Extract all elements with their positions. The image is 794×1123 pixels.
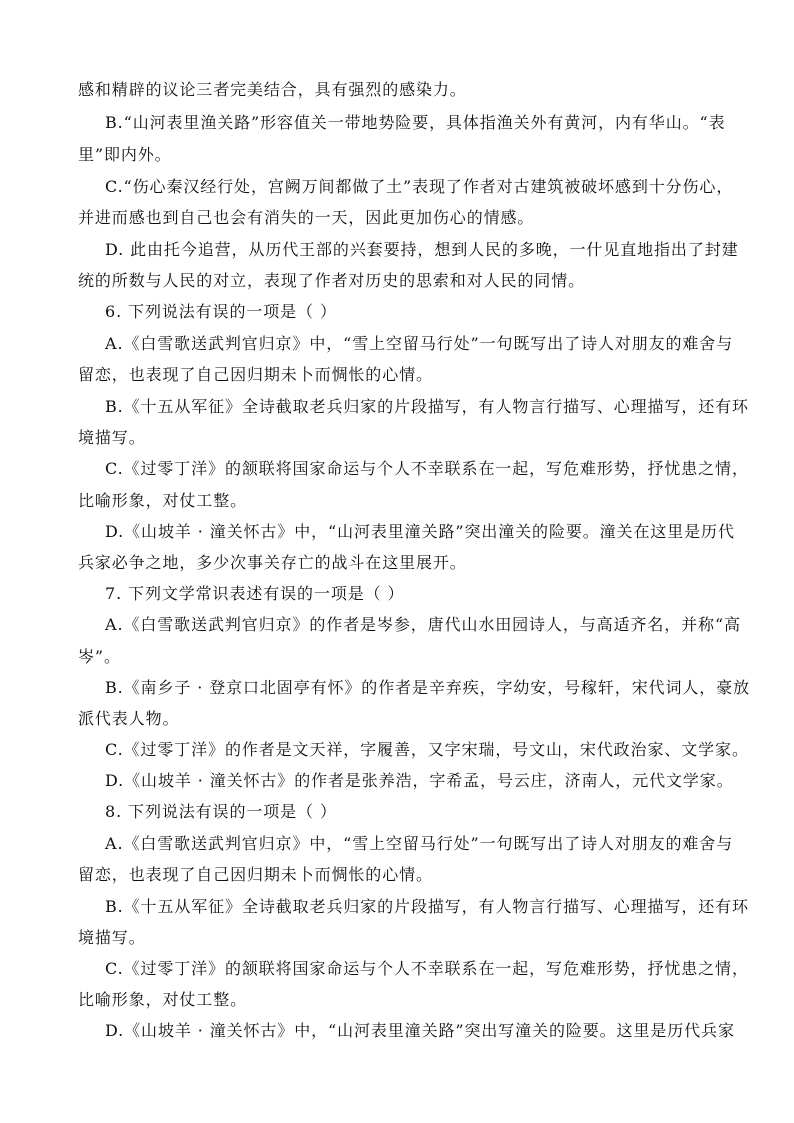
- q7-option-b-line-1: B.《南乡子 · 登京口北固亭有怀》的作者是辛弃疾，字幼安，号稼轩，宋代词人，豪放: [105, 678, 751, 697]
- q6-option-b-line-1: B.《十五从军征》全诗截取老兵归家的片段描写，有人物言行描写、心理描写，还有环: [105, 397, 749, 416]
- q8-stem: 8. 下列说法有误的一项是（ ）: [105, 802, 337, 821]
- q5-option-b-line-1: B.“山河表里渔关路”形容值关一带地势险要，具体指渔关外有黄河，内有华山。“表: [105, 113, 726, 132]
- q7-option-c: C.《过零丁洋》的作者是文天祥，字履善，又字宋瑞，号文山，宋代政治家、文学家。: [105, 740, 749, 759]
- q8-option-d-line-1: D.《山坡羊 · 潼关怀古》中，“山河表里潼关路”突出写潼关的险要。这里是历代兵家: [105, 1021, 735, 1040]
- q5-option-c-line-2: 并进而感也到自己也会有消失的一天，因此更加伤心的情感。: [78, 208, 535, 227]
- q5-option-b-line-2: 里”即内外。: [78, 145, 172, 164]
- q8-option-c-line-2: 比喻形象，对仗工整。: [78, 990, 248, 1009]
- q6-stem: 6. 下列说法有误的一项是（ ）: [105, 302, 337, 321]
- q8-option-b-line-1: B.《十五从军征》全诗截取老兵归家的片段描写，有人物言行描写、心理描写，还有环: [105, 897, 749, 916]
- q6-option-c-line-2: 比喻形象，对仗工整。: [78, 491, 248, 510]
- q6-option-d-line-1: D.《山坡羊 · 潼关怀古》中，“山河表里潼关路”突出潼关的险要。潼关在这里是历代: [105, 522, 735, 541]
- q8-option-a-line-1: A.《白雪歌送武判官归京》中，“雪上空留马行处”一句既写出了诗人对朋友的难舍与: [105, 834, 734, 853]
- q5-option-a-continuation: 感和精辟的议论三者完美结合，具有强烈的感染力。: [78, 80, 467, 99]
- q7-option-a-line-2: 岑”。: [78, 647, 121, 666]
- q6-option-a-line-1: A.《白雪歌送武判官归京》中，“雪上空留马行处”一句既写出了诗人对朋友的难舍与: [105, 334, 734, 353]
- q5-option-d-line-2: 统的所数与人民的对立，表现了作者对历史的思索和对人民的同情。: [78, 271, 586, 290]
- q6-option-b-line-2: 境描写。: [78, 428, 146, 447]
- q5-option-d-line-1: D. 此由托今追营，从历代王部的兴套要持，想到人民的多晚，一什见直地指出了封建: [105, 240, 739, 259]
- q6-option-c-line-1: C.《过零丁洋》的颔联将国家命运与个人不幸联系在一起，写危难形势，抒忧患之情，: [105, 459, 749, 478]
- q7-option-b-line-2: 派代表人物。: [78, 709, 180, 728]
- q8-option-b-line-2: 境描写。: [78, 928, 146, 947]
- q7-option-a-line-1: A.《白雪歌送武判官归京》的作者是岑参，唐代山水田园诗人，与高适齐名，并称“高: [105, 615, 741, 634]
- q6-option-d-line-2: 兵家必争之地，多少次事关存亡的战斗在这里展开。: [78, 553, 467, 572]
- q6-option-a-line-2: 留恋，也表现了自己因归期未卜而惆怅的心情。: [78, 365, 433, 384]
- q8-option-c-line-1: C.《过零丁洋》的颔联将国家命运与个人不幸联系在一起，写危难形势，抒忧患之情，: [105, 959, 749, 978]
- q8-option-a-line-2: 留恋，也表现了自己因归期未卜而惆怅的心情。: [78, 865, 433, 884]
- q7-option-d: D.《山坡羊 · 潼关怀古》的作者是张养浩，字希孟，号云庄，济南人，元代文学家。: [105, 771, 734, 790]
- q7-stem: 7. 下列文学常识表述有误的一项是（ ）: [105, 584, 405, 603]
- q5-option-c-line-1: C.“伤心秦汉经行处，宫阙万间都做了土”表现了作者对古建筑被破坏感到十分伤心，: [105, 177, 734, 196]
